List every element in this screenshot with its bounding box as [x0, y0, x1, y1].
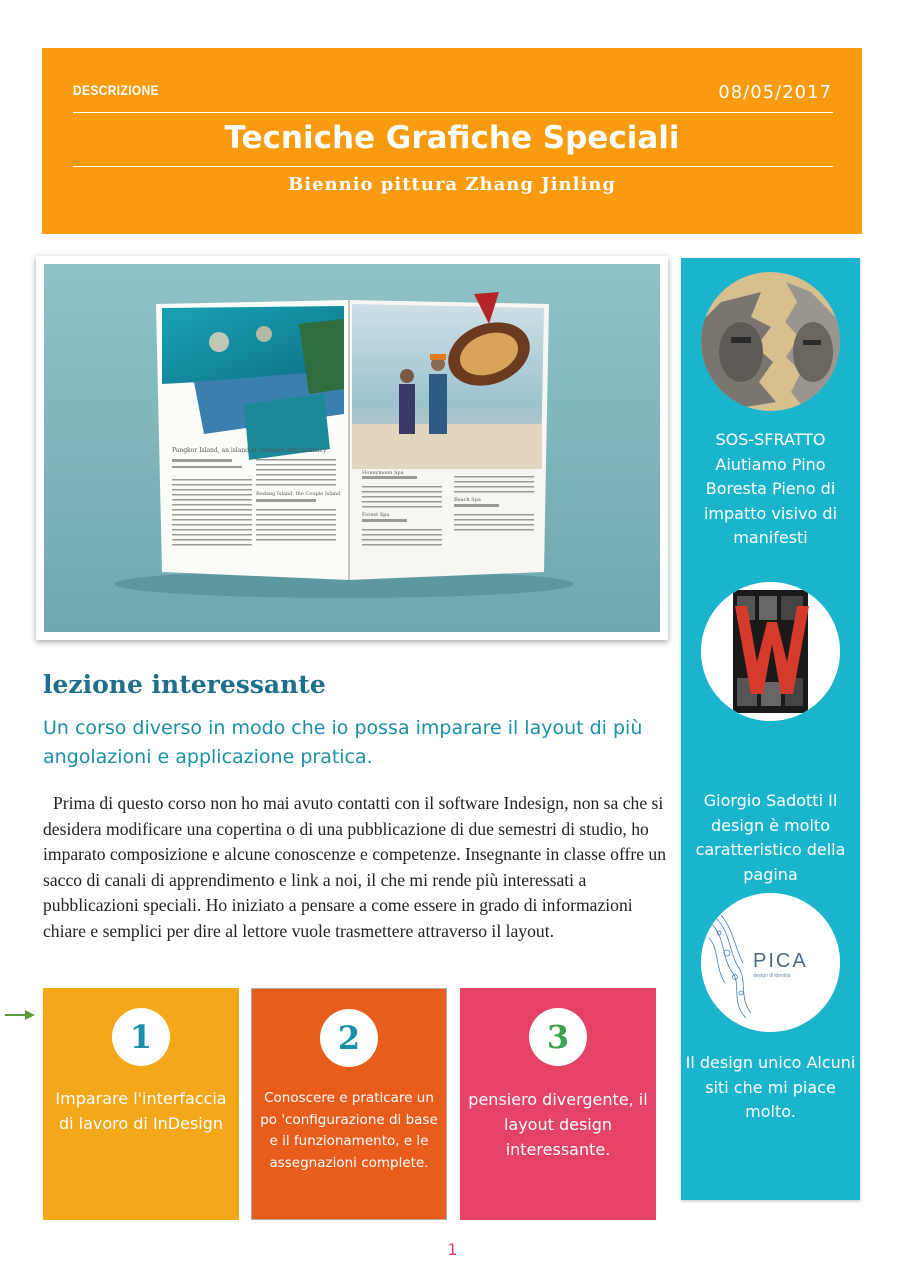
page-number: 1 [447, 1240, 458, 1259]
magazine-heading-right: Honeymoon Spa [362, 470, 404, 476]
letter-w-poster-icon [701, 582, 840, 721]
poster-image-sadotti [701, 582, 840, 721]
step-number: 3 [529, 1008, 587, 1066]
step-number: 2 [320, 1009, 378, 1067]
sidebar [681, 258, 860, 1200]
magazine-subheading-right-2: Beach Spa [454, 497, 481, 503]
header-label: DESCRIZIONE [73, 82, 160, 98]
step-text: pensiero divergente, il layout design interessante. [468, 1090, 648, 1159]
photo-frame [36, 256, 668, 640]
section-title: lezione interessante [43, 670, 326, 699]
sidebar-caption-1: SOS-SFRATTO Aiutiamo Pino Boresta Pieno di impatto visivo di manifesti [703, 430, 838, 547]
header-divider [73, 166, 833, 167]
step-box-2 [251, 988, 447, 1220]
magazine-illustration [44, 264, 660, 632]
poster-image-sos-sfratto [701, 272, 840, 411]
step-box-1 [43, 988, 239, 1220]
header-divider [73, 112, 833, 113]
arrow-icon [5, 1009, 35, 1021]
magazine-heading-left: Pangkor Island, an island of romance and intimacy [172, 447, 327, 454]
magazine-subheading-left: Redang Island, the Couple Island [256, 491, 341, 497]
pica-logo-tagline: design di identità [753, 973, 791, 979]
face-collage-icon [701, 272, 840, 411]
logo-image-pica [701, 893, 840, 1032]
header-banner [42, 48, 862, 234]
lead-paragraph: Un corso diverso in modo che io possa imparare il layout di più angolazioni e applicazione pratica. [43, 717, 643, 768]
sidebar-caption-2: Giorgio Sadotti Il design è molto caratteristico della pagina [695, 791, 846, 884]
page-subtitle: Biennio pittura Zhang Jinling [288, 174, 616, 195]
magazine-photo [44, 264, 660, 632]
step-text: Conoscere e praticare un po 'configurazione di base e il funzionamento, e le assegnazioni complete. [260, 1090, 438, 1171]
step-number: 1 [112, 1008, 170, 1066]
page-title: Tecniche Grafiche Speciali [224, 120, 680, 156]
pica-logo-icon [701, 893, 840, 1032]
header-date: 08/05/2017 [718, 82, 832, 103]
step-text: Imparare l'interfaccia di lavoro di InDesign [55, 1089, 227, 1133]
sidebar-caption-3: Il design unico Alcuni siti che mi piace molto. [685, 1053, 856, 1121]
pica-logo-text: PICA [753, 950, 808, 972]
body-paragraph: Prima di questo corso non ho mai avuto contatti con il software Indesign, non sa che si desidera modificare una copertina o di una pubblicazione di due semestri di studio, ho imparato composizione e alcune conoscenze e competenze. Insegnante in classe offre un sacco di canali di apprendimento e link a noi, il che mi rende più interessati a pubblicazioni speciali. Ho iniziato a pensare a come essere in grado di informazioni chiare e semplici per dire al lettore vuole trasmettere attraverso il layout. [43, 793, 667, 941]
step-box-3 [460, 988, 656, 1220]
magazine-subheading-right: Forest Spa [362, 512, 390, 518]
